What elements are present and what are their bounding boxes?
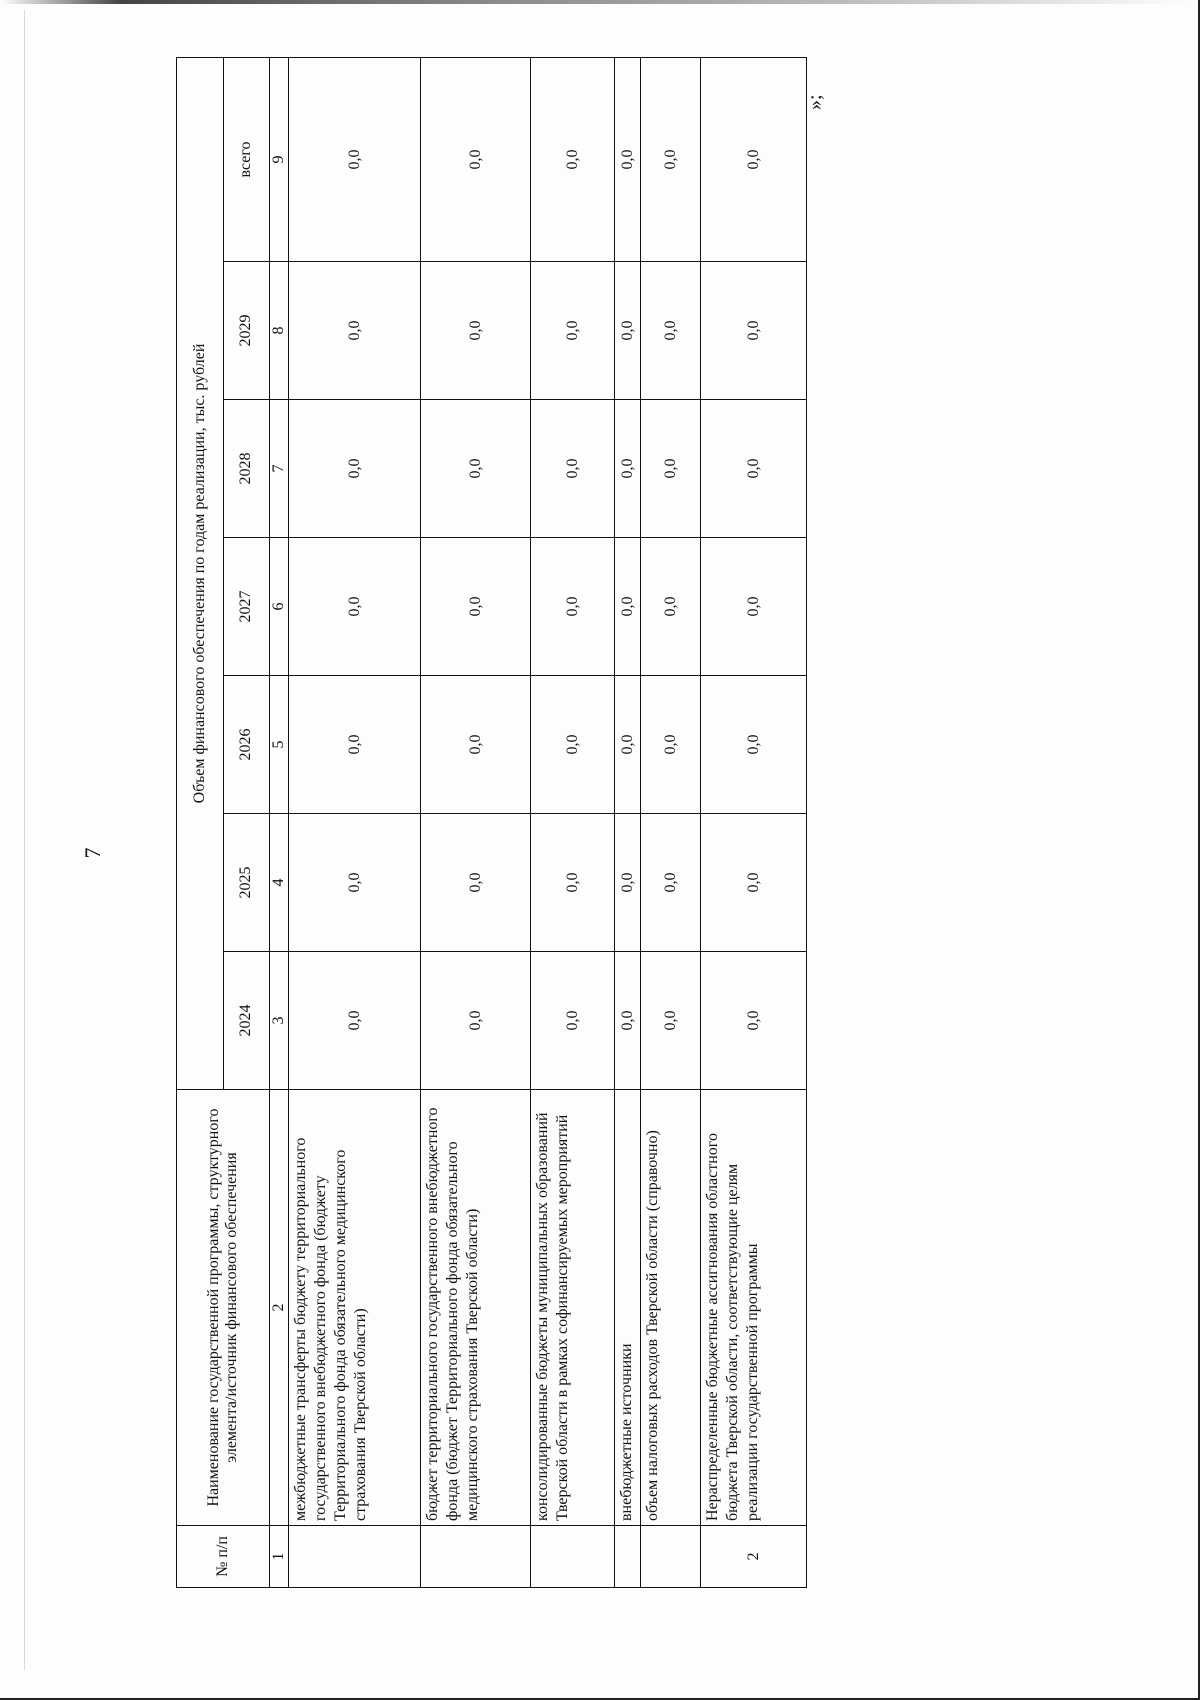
scan-edge-top bbox=[0, 0, 1200, 4]
value-total: 0,0 bbox=[421, 57, 531, 261]
value-2028: 0,0 bbox=[701, 400, 807, 538]
value-2026: 0,0 bbox=[615, 676, 641, 814]
header-total: всего bbox=[223, 57, 270, 261]
value-2026: 0,0 bbox=[531, 676, 615, 814]
value-2024: 0,0 bbox=[421, 952, 531, 1090]
value-2027: 0,0 bbox=[531, 538, 615, 676]
value-2024: 0,0 bbox=[701, 952, 807, 1090]
row-name: внебюджетные источники bbox=[615, 1090, 641, 1526]
col-number-6: 6 bbox=[270, 538, 289, 676]
value-2025: 0,0 bbox=[421, 814, 531, 952]
row-name: объем налоговых расходов Тверской области (справочно) bbox=[641, 1090, 701, 1526]
col-number-7: 7 bbox=[270, 400, 289, 538]
header-name: Наименование государственной программы, структурного элемента/источник финансового обеспечения bbox=[177, 1090, 270, 1526]
value-2024: 0,0 bbox=[531, 952, 615, 1090]
value-2025: 0,0 bbox=[531, 814, 615, 952]
value-2024: 0,0 bbox=[615, 952, 641, 1090]
column-number-row bbox=[270, 57, 289, 1587]
closing-quote-mark: »; bbox=[804, 94, 826, 110]
value-2029: 0,0 bbox=[421, 262, 531, 400]
value-2025: 0,0 bbox=[641, 814, 701, 952]
header-year-2028: 2028 bbox=[223, 400, 270, 538]
row-number bbox=[289, 1526, 421, 1588]
value-2026: 0,0 bbox=[701, 676, 807, 814]
row-number bbox=[641, 1526, 701, 1588]
header-volume: Объем финансового обеспечения по годам реализации, тыс. рублей bbox=[177, 57, 224, 1089]
table-row bbox=[289, 57, 421, 1587]
value-total: 0,0 bbox=[289, 57, 421, 261]
value-2027: 0,0 bbox=[289, 538, 421, 676]
col-number-1: 1 bbox=[270, 1526, 289, 1588]
header-year-2024: 2024 bbox=[223, 952, 270, 1090]
row-name: бюджет территориального государственного внебюджетного фонда (бюджет Территориального фонда обязательного медицинского страхования Тверской области) bbox=[421, 1090, 531, 1526]
col-number-5: 5 bbox=[270, 676, 289, 814]
header-year-2027: 2027 bbox=[223, 538, 270, 676]
value-total: 0,0 bbox=[641, 57, 701, 261]
value-total: 0,0 bbox=[531, 57, 615, 261]
table-row bbox=[531, 57, 615, 1587]
value-2024: 0,0 bbox=[289, 952, 421, 1090]
col-number-8: 8 bbox=[270, 262, 289, 400]
value-2028: 0,0 bbox=[615, 400, 641, 538]
row-number bbox=[531, 1526, 615, 1588]
value-2027: 0,0 bbox=[701, 538, 807, 676]
row-number bbox=[615, 1526, 641, 1588]
value-2025: 0,0 bbox=[289, 814, 421, 952]
financing-table bbox=[176, 57, 807, 1588]
value-2026: 0,0 bbox=[641, 676, 701, 814]
value-total: 0,0 bbox=[615, 57, 641, 261]
col-number-9: 9 bbox=[270, 57, 289, 261]
row-number bbox=[421, 1526, 531, 1588]
header-year-2025: 2025 bbox=[223, 814, 270, 952]
value-2026: 0,0 bbox=[421, 676, 531, 814]
value-2029: 0,0 bbox=[531, 262, 615, 400]
header-year-2026: 2026 bbox=[223, 676, 270, 814]
table-row bbox=[701, 57, 807, 1587]
header-year-2029: 2029 bbox=[223, 262, 270, 400]
col-number-3: 3 bbox=[270, 952, 289, 1090]
value-2029: 0,0 bbox=[615, 262, 641, 400]
value-2024: 0,0 bbox=[641, 952, 701, 1090]
value-2028: 0,0 bbox=[641, 400, 701, 538]
page-number: 7 bbox=[80, 847, 105, 859]
value-2027: 0,0 bbox=[421, 538, 531, 676]
table-row bbox=[421, 57, 531, 1587]
value-2029: 0,0 bbox=[641, 262, 701, 400]
table-row bbox=[615, 57, 641, 1587]
value-2029: 0,0 bbox=[289, 262, 421, 400]
value-2027: 0,0 bbox=[615, 538, 641, 676]
row-name: консолидированные бюджеты муниципальных образований Тверской области в рамках софинансируемых мероприятий bbox=[531, 1090, 615, 1526]
col-number-4: 4 bbox=[270, 814, 289, 952]
row-number: 2 bbox=[701, 1526, 807, 1588]
value-2028: 0,0 bbox=[421, 400, 531, 538]
header-num: № п/п bbox=[177, 1526, 270, 1588]
value-2028: 0,0 bbox=[531, 400, 615, 538]
header-row-1 bbox=[177, 57, 224, 1587]
value-2025: 0,0 bbox=[615, 814, 641, 952]
col-number-2: 2 bbox=[270, 1090, 289, 1526]
value-2025: 0,0 bbox=[701, 814, 807, 952]
rotated-sheet bbox=[80, 94, 826, 1588]
value-2028: 0,0 bbox=[289, 400, 421, 538]
value-total: 0,0 bbox=[701, 57, 807, 261]
table-row bbox=[641, 57, 701, 1587]
row-name: межбюджетные трансферты бюджету территориального государственного внебюджетного фонда (бюджету Территориального фонда обязательного медицинского страхования Тверской области) bbox=[289, 1090, 421, 1526]
scan-edge-left bbox=[24, 10, 25, 1670]
value-2027: 0,0 bbox=[641, 538, 701, 676]
value-2026: 0,0 bbox=[289, 676, 421, 814]
value-2029: 0,0 bbox=[701, 262, 807, 400]
row-name: Нераспределенные бюджетные ассигнования областного бюджета Тверской области, соответствующие целям реализации государственной программы bbox=[701, 1090, 807, 1526]
